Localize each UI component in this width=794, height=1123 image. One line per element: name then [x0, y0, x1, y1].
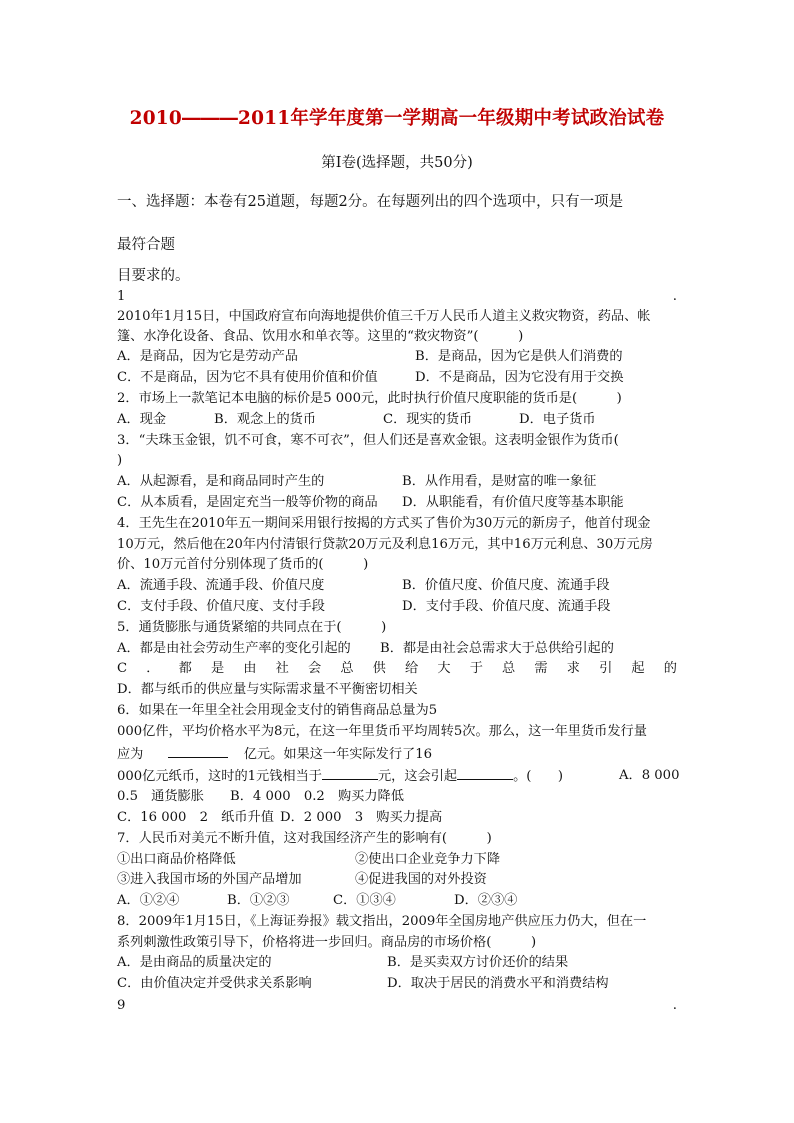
q1-option-b: B．是商品，因为它是供人们消费的	[415, 349, 623, 364]
q3-stem-line1: 3．“夫珠玉金银，饥不可食，寒不可衣”，但人们还是喜欢金银。这表明金银作为货币(	[117, 433, 619, 448]
q6-stem-line3	[117, 744, 677, 765]
q8-option-c: C．由价值决定并受供求关系影响	[117, 976, 312, 991]
q3-option-a: A．从起源看，是和商品同时产生的	[117, 474, 325, 489]
q7-item-1: ①出口商品价格降低	[117, 852, 236, 867]
q7-items-34	[117, 870, 677, 890]
q7-item-3: ③进入我国市场的外国产品增加	[117, 872, 302, 887]
q8-stem-line2: 系列刺激性政策引导下，价格将进一步回归。商品房的市场价格( )	[117, 935, 537, 950]
q8-options-cd	[117, 974, 677, 994]
q4-option-d: D．支付手段、价值尺度、流通手段	[402, 599, 611, 614]
q6-option-d: D．2 000 3 购买力提高	[280, 810, 443, 825]
q9-number-line	[117, 996, 677, 1016]
q6-blank-1	[168, 744, 228, 758]
q3-option-c: C．从本质看，是固定充当一般等价物的商品	[117, 495, 378, 510]
q6-stem-line4-b: 元，这会引起	[378, 769, 458, 784]
q6-options-cd	[117, 808, 677, 828]
q2-option-b: B．观念上的货币	[214, 412, 317, 427]
q2-options	[117, 410, 677, 430]
q6-option-b: B．4 000 0.2 购买力降低	[230, 789, 404, 804]
q2-option-a: A．现金	[117, 412, 167, 427]
q6-stem-line4	[117, 766, 680, 787]
q7-option-b: B．①②③	[227, 893, 290, 908]
q1-stem-line1: 2010年1月15日，中国政府宣布向海地提供价值三千万人民币人道主义救灾物资，药品、帐	[117, 309, 651, 324]
q4-option-a: A．流通手段、流通手段、价值尺度	[117, 578, 325, 593]
q4-options-ab	[117, 576, 677, 596]
q7-items-12	[117, 850, 677, 870]
q6-stem-line4-a: 000亿元纸币，这时的1元钱相当于	[117, 769, 322, 784]
section-instruction-line2: 最符合题	[117, 237, 175, 253]
q1-options-cd	[117, 368, 677, 388]
q1-option-a: A．是商品，因为它是劳动产品	[117, 349, 298, 364]
q6-option-c: C．16 000 2 纸币升值	[117, 810, 274, 825]
q6-blank-3	[457, 766, 513, 780]
q3-option-b: B．从作用看，是财富的唯一象征	[402, 474, 597, 489]
exam-title: 2010―――2011年学年度第一学期高一年级期中考试政治试卷	[129, 108, 665, 129]
q1-option-c: C．不是商品，因为它不具有使用价值和价值	[117, 370, 378, 385]
q2-stem: 2．市场上一款笔记本电脑的标价是5 000元，此时执行价值尺度职能的货币是( )	[117, 391, 622, 406]
q2-option-c: C．现实的货币	[383, 412, 473, 427]
q9-dot: .	[672, 998, 677, 1013]
q7-option-d: D．②③④	[454, 893, 518, 908]
q1-options-ab	[117, 347, 677, 367]
q7-option-a: A．①②④	[117, 893, 180, 908]
q9-number: 9	[117, 998, 126, 1013]
section-instruction-line1: 一、选择题：本卷有25道题，每题2分。在每题列出的四个选项中，只有一项是	[117, 194, 624, 210]
q5-option-b: B．都是由社会总需求大于总供给引起的	[380, 641, 614, 656]
section-instruction-line3: 目要求的。	[117, 268, 190, 284]
q6-stem-line3-a: 应为	[117, 747, 144, 762]
q1-option-d: D．不是商品，因为它没有用于交换	[415, 370, 624, 385]
q1-number: 1	[117, 289, 126, 304]
q6-option-a: A．8 000	[619, 768, 680, 783]
q7-item-2: ②使出口企业竞争力下降	[355, 852, 501, 867]
q4-stem-line3: 价、10万元首付分别体现了货币的( )	[117, 557, 369, 572]
q3-options-cd	[117, 493, 677, 513]
q7-stem: 7．人民币对美元不断升值，这对我国经济产生的影响有( )	[117, 831, 492, 846]
q3-stem-line2: )	[117, 453, 123, 468]
q4-stem-line1: 4．王先生在2010年五一期间采用银行按揭的方式买了售价为30万元的新房子，他首付现金	[117, 516, 651, 531]
q1-number-line	[117, 287, 677, 307]
q6-option-a-cont: 0.5 通货膨胀	[117, 789, 204, 804]
q3-option-d: D．从职能看，有价值尺度等基本职能	[402, 495, 624, 510]
q6-stem-line1: 6．如果在一年里全社会用现金支付的销售商品总量为5	[117, 703, 438, 718]
q6-stem-line2: 000亿件，平均价格水平为8元，在这一年里货币平均周转5次。那么，这一年里货币发行量	[117, 724, 647, 739]
q8-stem-line1: 8．2009年1月15日，《上海证券报》载文指出，2009年全国房地产供应压力仍大，但在一	[117, 914, 647, 929]
q7-option-c: C．①③④	[333, 893, 396, 908]
q3-options-ab	[117, 472, 677, 492]
q7-item-4: ④促进我国的对外投资	[355, 872, 487, 887]
q6-blank-2	[322, 766, 378, 780]
q8-options-ab	[117, 953, 677, 973]
q2-option-d: D．电子货币	[519, 412, 596, 427]
part-subtitle: 第Ⅰ卷(选择题，共50分)	[321, 155, 473, 171]
q4-options-cd	[117, 597, 677, 617]
q6-stem-line3-b: 亿元。如果这一年实际发行了16	[243, 747, 432, 762]
q1-stem-line2: 篷、水净化设备、食品、饮用水和单衣等。这里的“救灾物资”( )	[117, 329, 524, 344]
q5-options-ab	[117, 639, 677, 659]
q5-option-c: C ． 都 是 由 社 会 总 供 给 大 于 总 需 求 引 起 的	[117, 661, 677, 676]
q4-option-c: C．支付手段、价值尺度、支付手段	[117, 599, 325, 614]
q5-stem: 5．通货膨胀与通货紧缩的共同点在于( )	[117, 620, 387, 635]
q5-option-d: D．都与纸币的供应量与实际需求量不平衡密切相关	[117, 682, 418, 697]
q4-option-b: B．价值尺度、价值尺度、流通手段	[402, 578, 610, 593]
q6-stem-line4-c: 。( )	[513, 769, 563, 784]
q1-dot: .	[672, 289, 677, 304]
q4-stem-line2: 10万元，然后他在20年内付清银行贷款20万元及利息16万元，其中16万元利息、30万元房	[117, 537, 653, 552]
q7-options	[117, 891, 677, 911]
q8-option-d: D．取决于居民的消费水平和消费结构	[387, 976, 609, 991]
q8-option-a: A．是由商品的质量决定的	[117, 955, 272, 970]
q8-option-b: B．是买卖双方讨价还价的结果	[387, 955, 569, 970]
q5-option-a: A．都是由社会劳动生产率的变化引起的	[117, 641, 351, 656]
